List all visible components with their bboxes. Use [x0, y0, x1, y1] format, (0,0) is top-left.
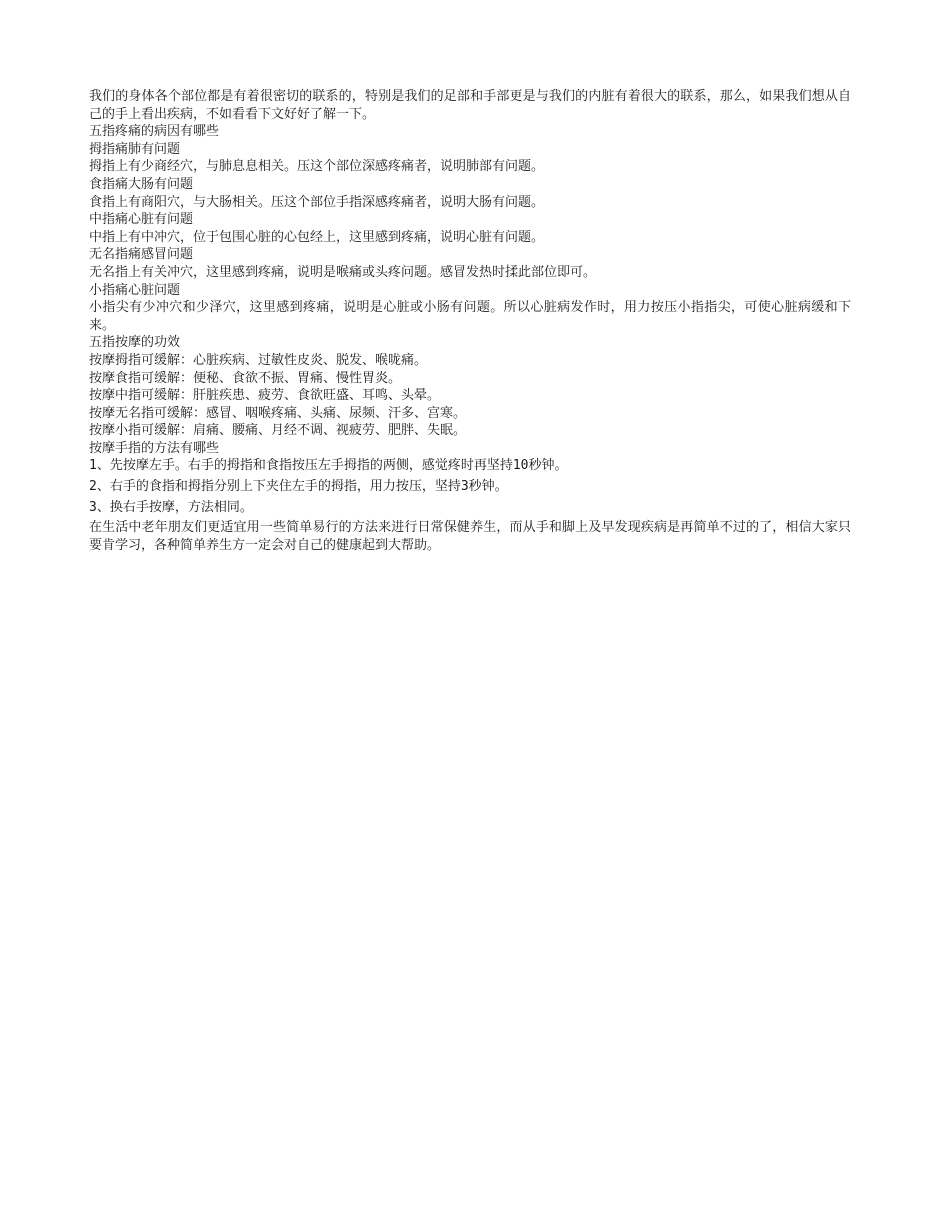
benefit-item-middle: 按摩中指可缓解：肝脏疾患、疲劳、食欲旺盛、耳鸣、头晕。 [89, 388, 441, 404]
benefit-item-thumb: 按摩拇指可缓解：心脏疾病、过敏性皮炎、脱发、喉咙痛。 [89, 352, 428, 368]
intro-paragraph: 我们的身体各个部位都是有着很密切的联系的，特别是我们的足部和手部更是与我们的内脏有着很大的联系，那么，如果我们想从自己的手上看出疾病，不如看看下文好好了解一下。 [89, 89, 851, 122]
step-value: 3 [460, 479, 469, 495]
article-body [89, 88, 851, 554]
benefit-item-ring: 按摩无名指可缓解：感冒、咽喉疼痛、头痛、尿频、汗多、宫寒。 [89, 405, 467, 421]
method-step-3 [89, 499, 851, 517]
benefit-item-little: 按摩小指可缓解：肩痛、腰痛、月经不调、视疲劳、肥胖、失眠。 [89, 423, 467, 439]
step-value: 10 [512, 458, 529, 474]
section-heading-causes: 五指疼痛的病因有哪些 [89, 124, 220, 140]
step-number: 1 [89, 458, 97, 474]
step-number: 3 [89, 499, 97, 515]
finger-item-text-little: 小指尖有少冲穴和少泽穴，这里感到疼痛，说明是心脏或小肠有问题。所以心脏病发作时，用力按压小指指尖，可使心脏病缓和下来。 [89, 300, 851, 333]
step-text: 、右手的食指和拇指分别上下夹住左手的拇指，用力按压，坚持 [96, 479, 461, 495]
step-text-after: 秒钟。 [528, 458, 568, 474]
finger-item-title-index: 食指痛大肠有问题 [89, 176, 194, 192]
conclusion-paragraph: 在生活中老年朋友们更适宜用一些简单易行的方法来进行日常保健养生，而从手和脚上及早发现疾病是再简单不过的了，相信大家只要肯学习，各种简单养生方一定会对自己的健康起到大帮助。 [89, 520, 851, 553]
finger-item-text-middle: 中指上有中冲穴，位于包围心脏的心包经上，这里感到疼痛，说明心脏有问题。 [89, 229, 545, 245]
step-text-after: 秒钟。 [468, 479, 508, 495]
section-heading-benefits: 五指按摩的功效 [89, 335, 181, 351]
finger-item-title-thumb: 拇指痛肺有问题 [89, 141, 181, 157]
method-step-2 [89, 478, 851, 496]
step-text: 、先按摩左手。右手的拇指和食指按压左手拇指的两侧，感觉疼时再坚持 [96, 458, 513, 474]
benefit-item-index: 按摩食指可缓解：便秘、食欲不振、胃痛、慢性胃炎。 [89, 370, 402, 386]
finger-item-text-thumb: 拇指上有少商经穴，与肺息息相关。压这个部位深感疼痛者，说明肺部有问题。 [89, 159, 545, 175]
section-heading-methods: 按摩手指的方法有哪些 [89, 440, 220, 456]
finger-item-title-ring: 无名指痛感冒问题 [89, 247, 194, 263]
finger-item-title-middle: 中指痛心脏有问题 [89, 212, 194, 228]
step-text: 、换右手按摩，方法相同。 [96, 499, 253, 515]
method-step-1 [89, 457, 851, 475]
finger-item-text-index: 食指上有商阳穴，与大肠相关。压这个部位手指深感疼痛者，说明大肠有问题。 [89, 194, 545, 210]
finger-item-title-little: 小指痛心脏问题 [89, 282, 181, 298]
finger-item-text-ring: 无名指上有关冲穴，这里感到疼痛，说明是喉痛或头疼问题。感冒发热时揉此部位即可。 [89, 264, 597, 280]
step-number: 2 [89, 479, 97, 495]
